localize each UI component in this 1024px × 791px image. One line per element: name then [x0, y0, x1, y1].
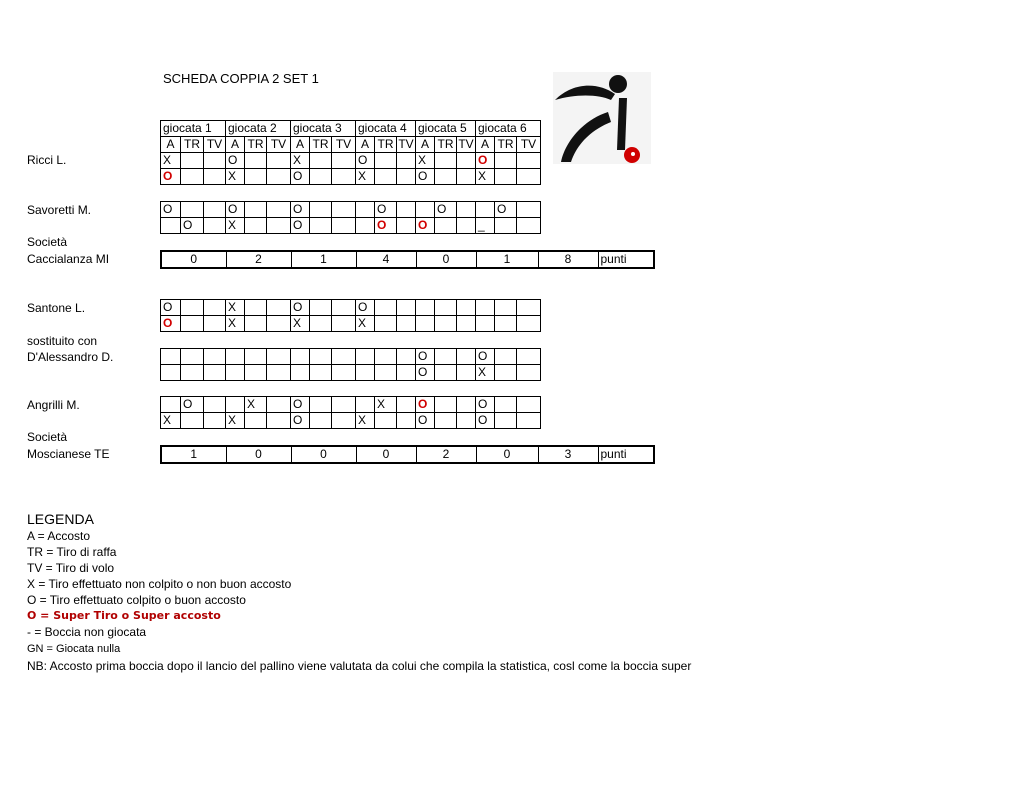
shot-cell — [204, 202, 226, 218]
shot-cell — [457, 202, 476, 218]
shot-cell — [181, 349, 204, 365]
shot-cell: X — [226, 316, 245, 332]
shot-cell — [267, 397, 291, 413]
score-row — [160, 445, 655, 464]
giocata-header: giocata 3 — [291, 121, 356, 137]
shot-cell — [375, 365, 397, 381]
shot-cell: X — [226, 413, 245, 429]
shot-cell — [245, 202, 267, 218]
shot-cell: O — [476, 397, 495, 413]
societa-name: Moscianese TE — [27, 447, 110, 461]
shot-cell: X — [476, 365, 495, 381]
shot-cell — [204, 365, 226, 381]
shot-cell — [517, 365, 541, 381]
shot-cell — [332, 413, 356, 429]
shot-cell — [397, 413, 416, 429]
shot-cell — [517, 218, 541, 234]
shot-cell — [161, 218, 181, 234]
shot-cell — [495, 153, 517, 169]
shot-cell — [397, 397, 416, 413]
subcol-header: TV — [458, 137, 474, 151]
shot-cell — [332, 202, 356, 218]
shot-cell: O — [291, 300, 310, 316]
shot-cell — [397, 202, 416, 218]
shot-cell — [245, 218, 267, 234]
subcol-header: A — [416, 137, 435, 153]
shot-cell: O — [291, 218, 310, 234]
shot-cell — [397, 349, 416, 365]
shot-cell — [267, 169, 291, 185]
shot-cell — [332, 316, 356, 332]
shot-cell: O — [375, 202, 397, 218]
player-grid — [160, 299, 541, 332]
shot-cell — [161, 397, 181, 413]
shot-cell: O — [476, 349, 495, 365]
shot-cell — [310, 397, 332, 413]
shot-cell — [267, 218, 291, 234]
legend-line: TV = Tiro di volo — [27, 561, 115, 575]
shot-cell — [245, 169, 267, 185]
shot-cell — [267, 300, 291, 316]
shot-cell — [476, 316, 495, 332]
shot-cell — [457, 218, 476, 234]
shot-cell — [161, 349, 181, 365]
score-cell: 0 — [416, 251, 476, 268]
giocata-header: giocata 2 — [226, 121, 291, 137]
shot-cell — [291, 349, 310, 365]
shot-cell — [517, 349, 541, 365]
score-cell: 1 — [476, 251, 538, 268]
legend-line: A = Accosto — [27, 529, 91, 543]
shot-cell — [356, 365, 375, 381]
shot-cell: O — [181, 397, 204, 413]
substitution-label: sostituito con — [27, 334, 98, 348]
shot-cell — [476, 153, 495, 169]
legend-line: TR = Tiro di raffa — [27, 545, 117, 559]
super-shot-mark: O — [163, 169, 173, 183]
shot-cell: X — [161, 413, 181, 429]
shot-cell — [204, 169, 226, 185]
subcol-header: TV — [204, 137, 226, 153]
shot-cell — [310, 349, 332, 365]
shot-cell — [435, 413, 457, 429]
shot-cell — [435, 218, 457, 234]
legend-line: GN = Giocata nulla — [27, 643, 121, 655]
shot-cell — [181, 202, 204, 218]
shot-cell — [204, 316, 226, 332]
shot-cell — [375, 300, 397, 316]
shot-cell — [332, 349, 356, 365]
shot-cell: X — [291, 153, 310, 169]
score-cell: 0 — [161, 251, 226, 268]
player-grid — [160, 348, 541, 381]
shot-cell — [181, 169, 204, 185]
super-shot-mark: O — [478, 153, 488, 167]
shot-cell — [375, 153, 397, 169]
shot-cell — [204, 300, 226, 316]
shot-cell — [267, 202, 291, 218]
score-cell: 0 — [476, 446, 538, 463]
shot-cell — [416, 218, 435, 234]
shot-cell — [267, 413, 291, 429]
shot-cell — [457, 397, 476, 413]
shot-cell — [226, 365, 245, 381]
shot-cell — [517, 316, 541, 332]
shot-cell: O — [291, 413, 310, 429]
shot-cell: O — [476, 413, 495, 429]
legend-line: - = Boccia non giocata — [27, 625, 147, 639]
shot-cell — [476, 202, 495, 218]
shot-cell — [332, 397, 356, 413]
subcol-header: A — [476, 137, 495, 153]
subcol-header: TR — [375, 137, 397, 153]
shot-cell — [495, 316, 517, 332]
shot-cell — [267, 365, 291, 381]
shot-cell: _ — [476, 218, 495, 234]
shot-cell — [495, 218, 517, 234]
shot-cell — [375, 349, 397, 365]
player-grid — [160, 152, 541, 185]
subcol-header: TV — [267, 137, 291, 153]
shot-cell — [356, 218, 375, 234]
shot-cell — [416, 202, 435, 218]
shot-cell — [397, 316, 416, 332]
shot-cell — [204, 397, 226, 413]
player-name: Angrilli M. — [27, 398, 80, 412]
shot-cell — [457, 365, 476, 381]
player-name: Ricci L. — [27, 153, 67, 167]
giocata-header: giocata 1 — [161, 121, 226, 137]
points-label: punti — [598, 251, 654, 268]
shot-cell — [375, 413, 397, 429]
score-cell: 3 — [538, 446, 598, 463]
giocata-header: giocata 4 — [356, 121, 416, 137]
shot-cell — [267, 349, 291, 365]
score-cell: 2 — [416, 446, 476, 463]
shot-cell: O — [495, 202, 517, 218]
shot-cell — [226, 349, 245, 365]
societa-label: Società — [27, 430, 68, 444]
shot-cell — [245, 365, 267, 381]
player-name: Savoretti M. — [27, 203, 92, 217]
shot-cell — [416, 316, 435, 332]
shot-cell — [332, 153, 356, 169]
shot-cell — [457, 153, 476, 169]
shot-cell: O — [416, 413, 435, 429]
shot-cell — [375, 169, 397, 185]
player-grid — [160, 396, 541, 429]
shot-cell — [517, 169, 541, 185]
points-label: punti — [598, 446, 654, 463]
shot-cell — [435, 153, 457, 169]
shot-cell — [457, 316, 476, 332]
shot-cell — [332, 169, 356, 185]
subcol-header: TV — [398, 137, 414, 151]
shot-cell: O — [416, 349, 435, 365]
shot-cell — [245, 413, 267, 429]
legend-note: NB: Accosto prima boccia dopo il lancio del pallino viene valutata da colui che compila la statistica, cosl come la boccia super — [27, 659, 692, 673]
shot-cell — [356, 349, 375, 365]
bocce-player-logo-icon — [553, 72, 651, 164]
shot-cell: X — [291, 316, 310, 332]
giocata-header: giocata 5 — [416, 121, 476, 137]
shot-cell — [204, 218, 226, 234]
shot-cell — [495, 413, 517, 429]
super-shot-mark: O — [377, 218, 387, 232]
shot-cell — [310, 316, 332, 332]
shot-cell — [310, 153, 332, 169]
giocata-header: giocata 6 — [476, 121, 541, 137]
shot-cell — [310, 218, 332, 234]
shot-cell: X — [356, 413, 375, 429]
shot-cell — [310, 202, 332, 218]
subcol-header: TR — [245, 137, 267, 153]
subcol-header: A — [226, 137, 245, 153]
subcol-header: TR — [181, 137, 204, 153]
shot-cell — [181, 365, 204, 381]
shot-cell — [517, 397, 541, 413]
shot-cell — [495, 397, 517, 413]
shot-cell: X — [476, 169, 495, 185]
super-shot-mark: O — [163, 316, 173, 330]
shot-cell — [375, 218, 397, 234]
shot-cell — [245, 349, 267, 365]
shot-cell: O — [291, 202, 310, 218]
shot-cell: X — [375, 397, 397, 413]
shot-cell — [181, 413, 204, 429]
shot-cell — [310, 169, 332, 185]
shot-cell — [356, 397, 375, 413]
shot-cell — [245, 153, 267, 169]
shot-cell — [495, 365, 517, 381]
player-grid — [160, 201, 541, 234]
shot-cell: O — [416, 365, 435, 381]
societa-label: Società — [27, 235, 68, 249]
score-cell: 0 — [356, 446, 416, 463]
score-cell: 1 — [291, 251, 356, 268]
shot-cell — [397, 169, 416, 185]
shot-cell — [435, 349, 457, 365]
super-shot-mark: O — [418, 218, 428, 232]
shot-cell — [161, 365, 181, 381]
score-cell: 0 — [226, 446, 291, 463]
subcol-header: TR — [435, 137, 457, 153]
shot-cell — [435, 397, 457, 413]
shot-cell — [457, 349, 476, 365]
shot-cell — [495, 169, 517, 185]
shot-cell — [181, 153, 204, 169]
shot-cell: O — [416, 169, 435, 185]
subcol-header: TV — [517, 137, 541, 153]
shot-cell: O — [161, 202, 181, 218]
shot-cell — [435, 365, 457, 381]
subcol-header: TR — [310, 137, 332, 153]
shot-cell — [495, 349, 517, 365]
subcol-header: TR — [495, 137, 517, 153]
legend-line: O = Tiro effettuato colpito o buon accosto — [27, 593, 246, 607]
shot-cell — [517, 413, 541, 429]
shot-cell — [267, 316, 291, 332]
score-cell: 8 — [538, 251, 598, 268]
shot-cell — [457, 413, 476, 429]
shot-cell — [181, 300, 204, 316]
shot-cell — [245, 300, 267, 316]
legend-line-super: O = Super Tiro o Super accosto — [27, 609, 221, 622]
page-title: SCHEDA COPPIA 2 SET 1 — [163, 71, 319, 86]
shot-cell — [397, 153, 416, 169]
shot-cell — [310, 365, 332, 381]
shot-cell — [332, 218, 356, 234]
shot-cell: O — [161, 300, 181, 316]
shot-cell — [356, 202, 375, 218]
shot-cell — [161, 316, 181, 332]
shot-cell — [457, 300, 476, 316]
score-cell: 4 — [356, 251, 416, 268]
shot-cell: X — [416, 153, 435, 169]
giocate-header — [160, 120, 541, 153]
shot-cell — [476, 300, 495, 316]
shot-cell — [267, 153, 291, 169]
shot-cell: O — [291, 397, 310, 413]
shot-cell — [397, 300, 416, 316]
shot-cell — [375, 316, 397, 332]
subcol-header: A — [161, 137, 181, 153]
shot-cell: X — [356, 169, 375, 185]
shot-cell — [416, 300, 435, 316]
shot-cell: O — [291, 169, 310, 185]
shot-cell: O — [356, 300, 375, 316]
shot-cell: O — [356, 153, 375, 169]
shot-cell: X — [226, 169, 245, 185]
score-cell: 2 — [226, 251, 291, 268]
shot-cell — [517, 153, 541, 169]
shot-cell — [435, 169, 457, 185]
shot-cell: O — [181, 218, 204, 234]
shot-cell: X — [226, 300, 245, 316]
shot-cell — [332, 300, 356, 316]
shot-cell — [310, 300, 332, 316]
shot-cell — [226, 397, 245, 413]
shot-cell — [204, 349, 226, 365]
shot-cell — [291, 365, 310, 381]
shot-cell: X — [245, 397, 267, 413]
subcol-header: A — [356, 137, 375, 153]
legend-title: LEGENDA — [27, 511, 94, 527]
shot-cell — [435, 316, 457, 332]
shot-cell: X — [356, 316, 375, 332]
shot-cell: O — [226, 202, 245, 218]
score-cell: 1 — [161, 446, 226, 463]
player-name: Santone L. — [27, 301, 86, 315]
shot-cell — [245, 316, 267, 332]
player-name: D'Alessandro D. — [27, 350, 114, 364]
shot-cell — [332, 365, 356, 381]
shot-cell — [435, 300, 457, 316]
shot-cell — [397, 365, 416, 381]
shot-cell — [517, 202, 541, 218]
shot-cell — [204, 413, 226, 429]
shot-cell — [517, 300, 541, 316]
shot-cell — [495, 300, 517, 316]
shot-cell — [181, 316, 204, 332]
shot-cell: X — [226, 218, 245, 234]
subcol-header: TV — [332, 137, 356, 153]
shot-cell — [204, 153, 226, 169]
shot-cell: X — [161, 153, 181, 169]
societa-name: Caccialanza MI — [27, 252, 110, 266]
shot-cell — [161, 169, 181, 185]
shot-cell — [310, 413, 332, 429]
subcol-header: A — [291, 137, 310, 153]
shot-cell — [397, 218, 416, 234]
legend-line: X = Tiro effettuato non colpito o non buon accosto — [27, 577, 292, 591]
super-shot-mark: O — [418, 397, 428, 411]
shot-cell — [416, 397, 435, 413]
shot-cell — [457, 169, 476, 185]
score-cell: 0 — [291, 446, 356, 463]
shot-cell: O — [435, 202, 457, 218]
score-row — [160, 250, 655, 269]
shot-cell: O — [226, 153, 245, 169]
